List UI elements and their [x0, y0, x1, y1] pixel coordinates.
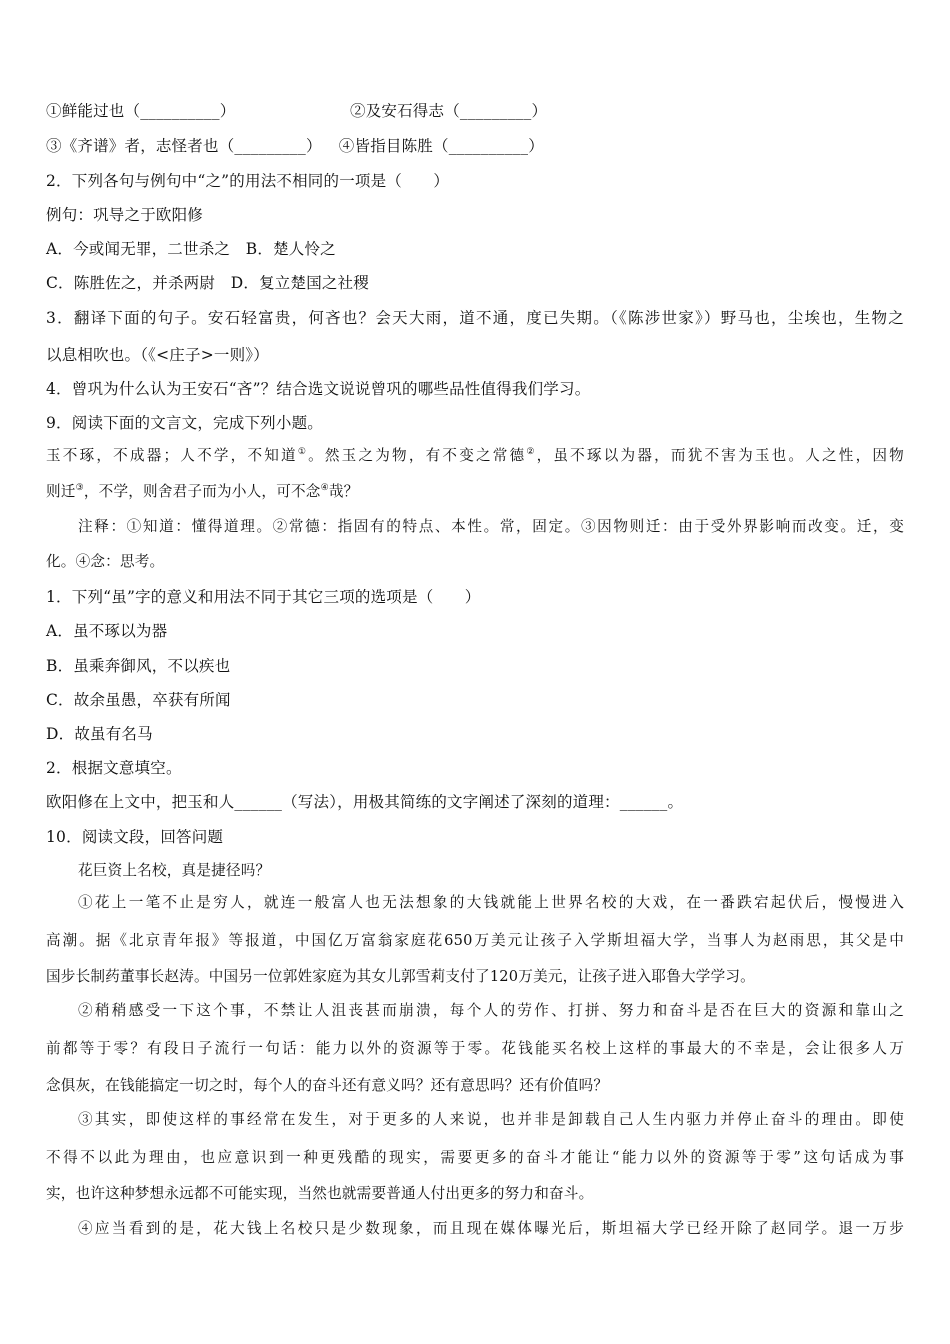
- option-a: A．虽不琢以为器: [46, 622, 168, 640]
- paragraph-3-line-3: 实，也许这种梦想永远都不可能实现，当然也就需要普通人付出更多的努力和奋斗。: [46, 1185, 594, 1202]
- question-2-options-ab: A．今或闻无罪，二世杀之 B．楚人怜之: [46, 240, 336, 258]
- footnote-mark-4: ④: [320, 483, 329, 493]
- question-10-heading: 10．阅读文段，回答问题: [46, 828, 224, 846]
- paragraph-2-line-1: ②稍稍感受一下这个事，不禁让人沮丧甚而崩溃，每个人的劳作、打拼、努力和奋斗是否在巨大的资源和靠山之: [78, 1002, 904, 1019]
- paragraph-1-line-3: 国步长制药董事长赵涛。中国另一位郭姓家庭为其女儿郭雪莉支付了120万美元，让孩子进入耶鲁大学学习。: [46, 968, 755, 985]
- paragraph-3-line-2: 不得不以此为理由，也应意识到一种更残酷的现实，需要更多的奋斗才能让“能力以外的资源等于零”这句话成为事: [46, 1149, 904, 1166]
- vocab-item-4: ④皆指目陈胜（__________）: [338, 137, 544, 155]
- question-9-heading: 9．阅读下面的文言文，完成下列小题。: [46, 414, 323, 432]
- question-9-sub-1: 1．下列“虽”字的意义和用法不同于其它三项的选项是（ ）: [46, 588, 481, 606]
- footnote-mark-3: ③: [75, 483, 84, 493]
- vocab-item-3: ③《齐谱》者，志怪者也（_________）: [46, 137, 322, 155]
- fill-in-blank: 欧阳修在上文中，把玉和人______（写法），用极其简练的文字阐述了深刻的道理：______。: [46, 793, 684, 811]
- vocab-row-2: [46, 135, 904, 157]
- classical-text-line-1: 玉不琢，不成器；人不学，不知道①。然玉之为物，有不变之常德②，虽不琢以为器，而犹不害为玉也。人之性，因物: [46, 447, 904, 464]
- question-4-prompt: 4．曾巩为什么认为王安石“吝”？结合选文说说曾巩的哪些品性值得我们学习。: [46, 380, 591, 398]
- option-b: B．虽乘奔御风，不以疾也: [46, 657, 231, 675]
- vocab-item-1: ①鲜能过也（__________）: [46, 102, 236, 120]
- question-2-options-cd: C．陈胜佐之，并杀两尉 D．复立楚国之社稷: [46, 274, 369, 292]
- question-9-sub-2: 2．根据文意填空。: [46, 759, 182, 777]
- paragraph-1-line-1: ①花上一笔不止是穷人，就连一般富人也无法想象的大钱就能上世界名校的大戏，在一番跌宕起伏后，慢慢进入: [78, 894, 904, 911]
- notes-line-1: 注释：①知道：懂得道理。②常德：指固有的特点、本性。常，固定。③因物则迁：由于受外界影响而改变。迁，变: [78, 518, 904, 535]
- paragraph-1-line-2: 高潮。据《北京青年报》等报道，中国亿万富翁家庭花650万美元让孩子入学斯坦福大学，当事人为赵雨思，其父是中: [46, 932, 904, 949]
- vocab-item-2: ②及安石得志（_________）: [350, 102, 548, 120]
- article-title: 花巨资上名校，真是捷径吗？: [78, 862, 271, 879]
- question-3-line-2: 以息相吹也。（《<庄子>一则》）: [46, 346, 269, 364]
- paragraph-2-line-3: 念俱灰，在钱能搞定一切之时，每个人的奋斗还有意义吗？还有意思吗？还有价值吗？: [46, 1077, 609, 1094]
- paragraph-3-line-1: ③其实，即使这样的事经常在发生，对于更多的人来说，也并非是卸载自己人生内驱力并停止奋斗的理由。即使: [78, 1111, 904, 1128]
- question-2-example: 例句：巩导之于欧阳修: [46, 206, 204, 224]
- question-3-line-1: 3．翻译下面的句子。安石轻富贵，何吝也？会天大雨，道不通，度已失期。（《陈涉世家》）野马也，尘埃也，生物之: [46, 309, 904, 327]
- footnote-mark-1: ①: [297, 447, 309, 457]
- option-d: D．故虽有名马: [46, 725, 153, 743]
- classical-text-line-2: 则迁③，不学，则舍君子而为小人，可不念④哉？: [46, 483, 359, 500]
- paragraph-2-line-2: 前都等于零？有段日子流行一句话：能力以外的资源等于零。花钱能买名校上这样的事最大的不幸是，会让很多人万: [46, 1040, 904, 1057]
- notes-line-2: 化。④念：思考。: [46, 553, 165, 570]
- vocab-row-1: [46, 100, 904, 122]
- option-c: C．故余虽愚，卒获有所闻: [46, 691, 231, 709]
- footnote-mark-2: ②: [526, 447, 537, 457]
- paragraph-4-line-1: ④应当看到的是，花大钱上名校只是少数现象，而且现在媒体曝光后，斯坦福大学已经开除了赵同学。退一万步: [78, 1220, 904, 1237]
- question-2-prompt: 2．下列各句与例句中“之”的用法不相同的一项是（ ）: [46, 172, 450, 190]
